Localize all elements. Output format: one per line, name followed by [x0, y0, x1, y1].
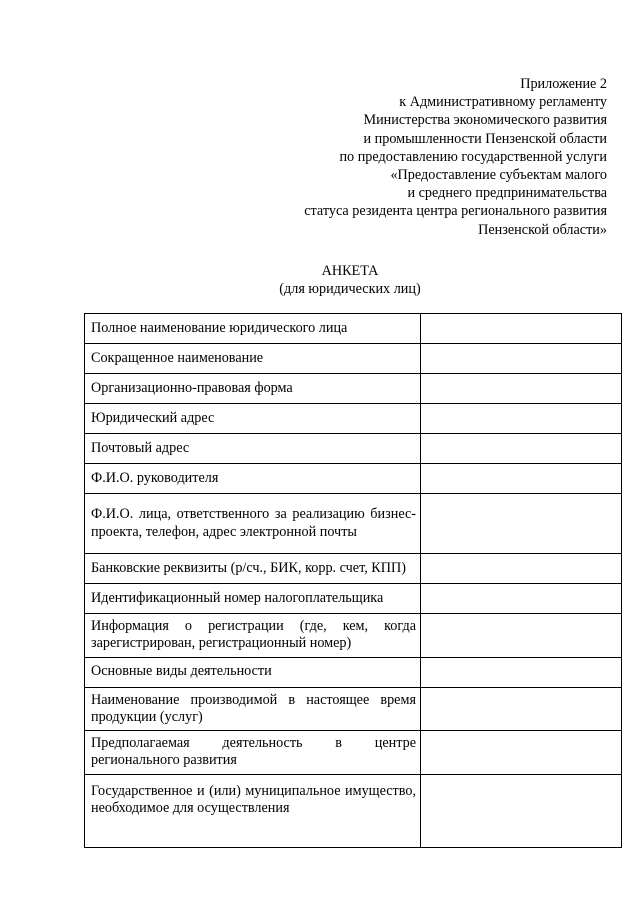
row-value-cell[interactable]	[421, 657, 622, 687]
row-label: Основные виды деятельности	[85, 657, 421, 687]
row-value-cell[interactable]	[421, 614, 622, 658]
table-row	[85, 314, 622, 344]
row-value-cell[interactable]	[421, 434, 622, 464]
row-label: Организационно-правовая форма	[85, 374, 421, 404]
appendix-line: «Предоставление субъектам малого	[390, 167, 607, 184]
row-value-cell[interactable]	[421, 687, 622, 731]
table-row	[85, 687, 622, 731]
appendix-line: Министерства экономического развития	[363, 112, 607, 129]
row-value-cell[interactable]	[421, 774, 622, 847]
row-label: Информация о регистрации (где, кем, когда зарегистрирован, регистрационный номер)	[85, 614, 421, 658]
row-label: Почтовый адрес	[85, 434, 421, 464]
table-row	[85, 464, 622, 494]
row-value-cell[interactable]	[421, 731, 622, 775]
table-row	[85, 404, 622, 434]
row-label: Ф.И.О. руководителя	[85, 464, 421, 494]
row-label: Государственное и (или) муниципальное имущество, необходимое для осуществления	[85, 774, 421, 847]
table-row	[85, 344, 622, 374]
appendix-line: Приложение 2	[520, 76, 607, 92]
table-row	[85, 554, 622, 584]
appendix-line: и среднего предпринимательства	[407, 185, 607, 202]
row-value-cell[interactable]	[421, 494, 622, 554]
table-row	[85, 494, 622, 554]
row-value-cell[interactable]	[421, 374, 622, 404]
row-value-cell[interactable]	[421, 344, 622, 374]
table-row	[85, 434, 622, 464]
row-label: Сокращенное наименование	[85, 344, 421, 374]
form-subtitle: (для юридических лиц)	[279, 281, 421, 297]
appendix-line: статуса резидента центра регионального развития	[304, 203, 607, 220]
table-row	[85, 614, 622, 658]
questionnaire-table	[84, 313, 622, 848]
row-value-cell[interactable]	[421, 404, 622, 434]
row-value-cell[interactable]	[421, 554, 622, 584]
table-row	[85, 774, 622, 847]
row-value-cell[interactable]	[421, 584, 622, 614]
table-row	[85, 374, 622, 404]
row-value-cell[interactable]	[421, 314, 622, 344]
appendix-header	[304, 75, 607, 239]
appendix-line: и промышленности Пензенской области	[363, 130, 607, 147]
table-row	[85, 657, 622, 687]
appendix-line: по предоставлению государственной услуги	[339, 148, 607, 165]
appendix-line: Пензенской области»	[478, 221, 607, 238]
table-row	[85, 731, 622, 775]
row-value-cell[interactable]	[421, 464, 622, 494]
row-label: Наименование производимой в настоящее время продукции (услуг)	[85, 687, 421, 731]
row-label: Ф.И.О. лица, ответственного за реализацию бизнес-проекта, телефон, адрес электронной почты	[85, 494, 421, 554]
table-row	[85, 584, 622, 614]
row-label: Предполагаемая деятельность в центре регионального развития	[85, 731, 421, 775]
appendix-line: к Административному регламенту	[399, 94, 607, 111]
row-label: Идентификационный номер налогоплательщика	[85, 584, 421, 614]
row-label: Юридический адрес	[85, 404, 421, 434]
row-label: Банковские реквизиты (р/сч., БИК, корр. счет, КПП)	[85, 554, 421, 584]
form-title: АНКЕТА	[321, 263, 379, 279]
row-label: Полное наименование юридического лица	[85, 314, 421, 344]
